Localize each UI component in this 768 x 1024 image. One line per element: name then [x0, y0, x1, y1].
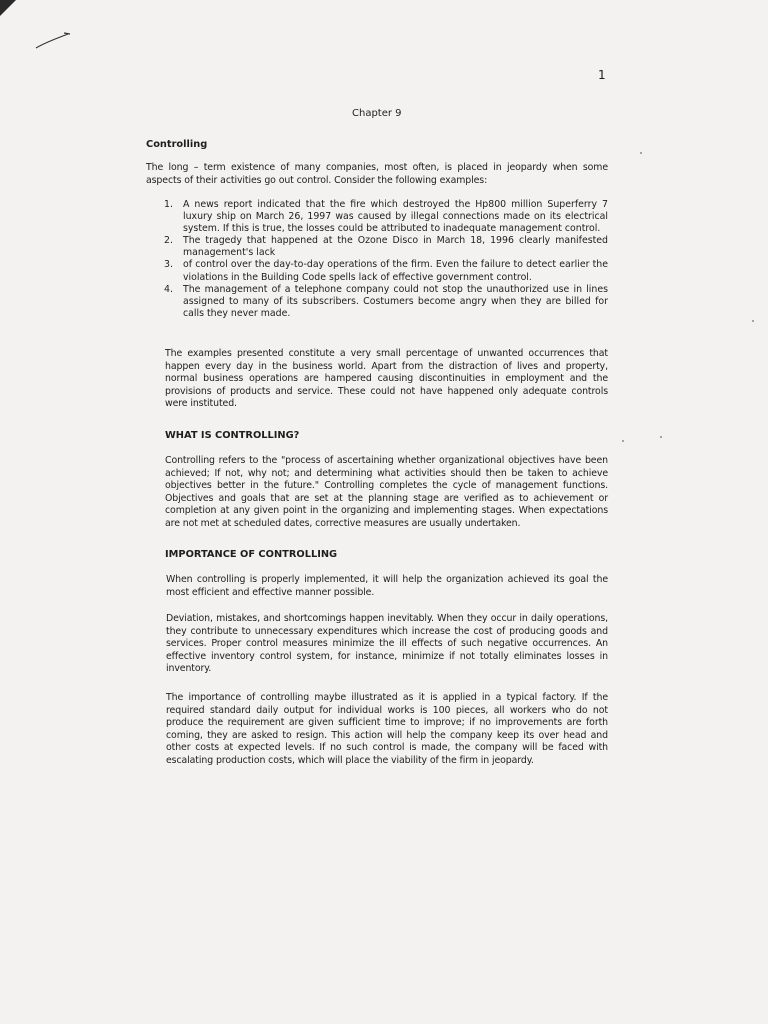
scan-corner-shadow: [0, 0, 16, 16]
scan-speck: [752, 320, 754, 322]
list-item-text: A news report indicated that the fire which destroyed the Hp800 million Superferry 7 luxury ship on March 26, 1997 was caused by illegal connections made on its electrical system. If this is true, the losses could be attributed to inadequate management control.: [183, 199, 608, 235]
importance-paragraph-1: When controlling is properly implemented, it will help the organization achieved its goal the most efficient and effective manner possible.: [166, 574, 608, 598]
list-item-text: The tragedy that happened at the Ozone Disco in March 18, 1996 clearly manifested management's lack: [183, 235, 608, 259]
list-item: [164, 235, 608, 259]
section-heading-controlling: Controlling: [146, 139, 208, 150]
list-item-number: 3.: [164, 259, 173, 271]
pen-mark-icon: [34, 30, 74, 56]
section-heading-importance: IMPORTANCE OF CONTROLLING: [165, 549, 338, 560]
chapter-title: Chapter 9: [352, 108, 402, 119]
page-number: 1: [598, 68, 606, 82]
list-item-number: 1.: [164, 199, 173, 210]
section-heading-what-is-controlling: WHAT IS CONTROLLING?: [165, 430, 300, 441]
summary-paragraph: The examples presented constitute a very small percentage of unwanted occurrences that happen every day in the business world. Apart from the distraction of lives and property, normal business operations are hampered causing discontinuities in employment and the provisions of products and service. These could not have happened only adequate controls were instituted.: [165, 348, 608, 410]
list-item-text: The management of a telephone company could not stop the unauthorized use in lines assigned to many of its subscribers. Costumers become angry when they are billed for calls they never made.: [183, 283, 608, 319]
list-item: [164, 259, 608, 283]
scan-speck: [622, 440, 624, 442]
list-item: [164, 284, 608, 320]
list-item-number: 2.: [164, 235, 173, 247]
scan-speck: [640, 152, 642, 154]
list-item: [164, 199, 608, 235]
list-item-number: 4.: [164, 283, 173, 295]
scan-speck: [660, 436, 662, 438]
examples-list: [164, 199, 608, 320]
what-is-paragraph: Controlling refers to the "process of ascertaining whether organizational objectives have been achieved; If not, why not; and determining what activities should then be taken to achieve objectives better in the future." Controlling completes the cycle of management functions. Objectives and goals that are set at the planning stage are verified as to achievement or completion at any given point in the organizing and implementing stages. When expectations are not met at scheduled dates, corrective measures are usually undertaken.: [165, 455, 608, 529]
importance-paragraph-2: Deviation, mistakes, and shortcomings happen inevitably. When they occur in daily operations, they contribute to unnecessary expenditures which increase the cost of producing goods and services. Proper control measures minimize the ill effects of such negative occurrences. An effective inventory control system, for instance, minimize if not totally eliminates losses in inventory.: [166, 613, 608, 675]
list-item-text: of control over the day-to-day operations of the firm. Even the failure to detect earlier the violations in the Building Code spells lack of effective government control.: [183, 259, 608, 283]
intro-paragraph: The long – term existence of many companies, most often, is placed in jeopardy when some aspects of their activities go out control. Consider the following examples:: [146, 162, 608, 186]
importance-paragraph-3: The importance of controlling maybe illustrated as it is applied in a typical factory. If the required standard daily output for individual works is 100 pieces, all workers who do not produce the requirement are given sufficient time to improve; if no improvements are forth coming, they are asked to resign. This action will help the company keep its over head and other costs at expected levels. If no such control is made, the company will be faced with escalating production costs, which will place the viability of the firm in jeopardy.: [166, 692, 608, 766]
